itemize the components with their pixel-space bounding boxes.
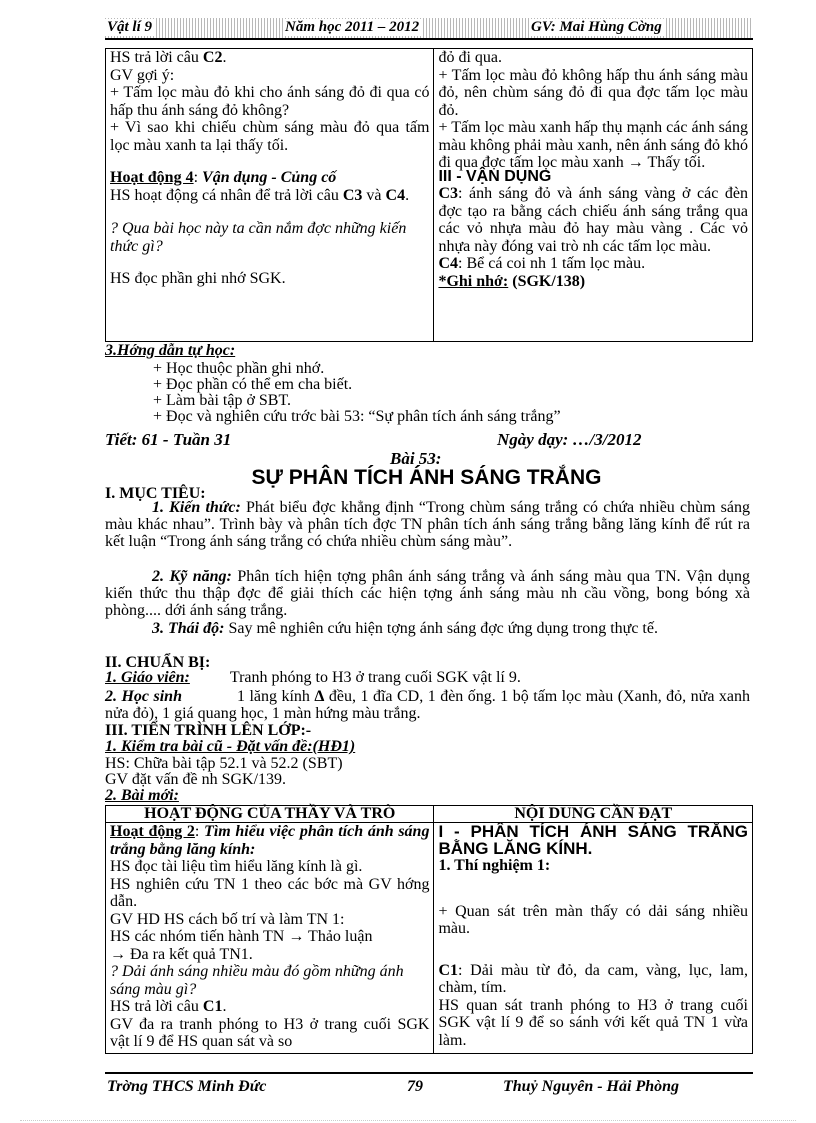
check-title: 1. Kiểm tra bài cũ - Đặt vấn đề:(HĐ1)	[105, 738, 356, 755]
objective-knowledge: 1. Kiến thức: Phát biểu đợc khẳng định “Trong chùm sáng trắng có chứa nhiều chùm sáng màu khác nhau”. Trình bày và phân tích đợc TN phân tích ánh sáng trắng bằng lăng kính để rút ra kết luận “Trong ánh sáng trắng có chứa nhiều chùm sáng màu”.	[105, 499, 750, 550]
homework-item: + Làm bài tập ở SBT.	[153, 392, 292, 409]
footer-page-number: 79	[407, 1078, 423, 1095]
column-header-content: NỘI DUNG CẦN ĐẠT	[434, 806, 753, 823]
objective-attitude: 3. Thái độ: Say mê nghiên cứu hiện tợng ánh sáng đợc ứng dụng trong thực tế.	[152, 620, 658, 637]
table2-left-cell: Hoạt động 2: Tìm hiểu việc phân tích ánh sáng trắng bằng lăng kính: HS đọc tài liệu tìm hiểu lăng kính là gì. HS nghiên cứu TN 1 theo các bớc mà GV hớng dẫn. GV HD HS cách bố trí và làm TN 1: HS các nhóm tiến hành TN → Thảo luận → Đa ra kết quả TN1. ? Dải ánh sáng nhiều màu đó gồm những ánh sáng màu gì? HS trả lời câu C1. GV đa ra tranh phóng to H3 ở trang cuối SGK vật lí 9 để HS quan sát và so	[106, 823, 434, 1054]
lesson-number: Bài 53:	[390, 449, 442, 468]
page-footer	[105, 1072, 753, 1104]
homework-item: + Học thuộc phần ghi nhớ.	[153, 360, 325, 377]
activity-table-top	[105, 48, 753, 342]
table1-right-cell: đỏ đi qua. + Tấm lọc màu đỏ không hấp thu ánh sáng màu đỏ, nên chùm sáng đỏ đi qua đợc tấm lọc màu đỏ. + Tấm lọc màu xanh hấp thụ mạnh các ánh sáng màu không phải màu xanh, nên ánh sáng đỏ khó đi qua đợc tấm lọc màu xanh → Thấy tối. III - VẬN DỤNG C3: ánh sáng đỏ và ánh sáng vàng ở các đèn đợc tạo ra bằng cách chiếu ánh sáng trắng qua các vỏ nhựa màu đỏ hay màu vàng . Các vỏ nhựa này đóng vai trò nh các tấm lọc màu. C4: Bể cá coi nh 1 tấm lọc màu. *Ghi nhớ: (SGK/138)	[434, 49, 753, 342]
triangle-icon: Δ	[314, 688, 325, 705]
lesson-title: SỰ PHÂN TÍCH ÁNH SÁNG TRẮNG	[251, 466, 602, 489]
activity-table-main	[105, 805, 753, 1054]
objective-skills: 2. Kỹ năng: Phân tích hiện tợng phân ánh sáng trắng và ánh sáng màu qua TN. Vận dụng kiến thức thu thập đợc để giải thích các hiện tợng ánh sáng màu nh cầu vồng, bong bóng xà phòng.... dới ánh sáng trắng.	[105, 568, 751, 619]
lesson-period: Tiết: 61 - Tuần 31	[105, 430, 232, 449]
column-header-activities: HOẠT ĐỘNG CỦA THẦY VÀ TRÒ	[106, 806, 434, 823]
homework-title: 3.Hớng dẫn tự học:	[105, 342, 236, 359]
objectives-heading: I. MỤC TIÊU:	[105, 485, 206, 502]
arrow-icon: →	[288, 928, 305, 945]
check-gv: GV đặt vấn đề nh SGK/139.	[105, 771, 287, 788]
table1-left-cell: HS trả lời câu C2. GV gợi ý: + Tấm lọc màu đỏ khi cho ánh sáng đỏ đi qua có hấp thu ánh sáng đỏ không? + Vì sao khi chiếu chùm sáng màu đỏ qua tấm lọc màu xanh ta lại thấy tối. Hoạt động 4: Vận dụng - Củng cố HS hoạt động cá nhân để trả lời câu C3 và C4. ? Qua bài học này ta cần nắm đợc những kiến thức gì? HS đọc phần ghi nhớ SGK.	[106, 49, 434, 342]
header-teacher: GV: Mai Hùng Cờng	[531, 19, 662, 35]
header-subject: Vật lí 9	[107, 19, 153, 35]
footer-place: Thuỷ Nguyên - Hải Phòng	[503, 1078, 680, 1095]
prep-heading: II. CHUẨN BỊ:	[105, 654, 211, 671]
section-heading-apply: III - VẬN DỤNG	[438, 167, 552, 185]
table2-right-cell: I - PHÂN TÍCH ÁNH SÁNG TRẮNG BẰNG LĂNG KÍNH. 1. Thí nghiệm 1: + Quan sát trên màn thấy có dải sáng nhiều màu. C1: Dải màu từ đỏ, da cam, vàng, lục, lam, chàm, tím. HS quan sát tranh phóng to H3 ở trang cuối SGK vật lí 9 để so sánh với kết quả TN 1 vừa làm.	[434, 823, 753, 1054]
lesson-date: Ngày dạy: …/3/2012	[497, 430, 642, 449]
page-edge	[20, 1120, 796, 1121]
section-heading-analysis: I - PHÂN TÍCH ÁNH SÁNG TRẮNG BẰNG LĂNG KÍNH.	[438, 822, 748, 858]
process-heading: III. TIẾN TRÌNH LÊN LỚP:-	[105, 722, 312, 739]
arrow-icon: →	[627, 154, 644, 171]
new-lesson-title: 2. Bài mới:	[105, 787, 179, 804]
homework-item: + Đọc và nghiên cứu trớc bài 53: “Sự phân tích ánh sáng trắng”	[153, 408, 561, 425]
arrow-icon: →	[110, 945, 126, 963]
header-year: Năm học 2011 – 2012	[285, 19, 420, 35]
prep-student: 2. Học sinh 1 lăng kính Δ đều, 1 đĩa CD, 1 đèn ống. 1 bộ tấm lọc màu (Xanh, đỏ, nửa xanh nửa đỏ), 1 giá quang học, 1 màn hứng màu trắng.	[105, 688, 751, 722]
homework-item: + Đọc phần có thể em cha biết.	[153, 376, 353, 393]
prep-teacher: 1. Giáo viên: Tranh phóng to H3 ở trang cuối SGK vật lí 9.	[105, 669, 521, 686]
page-header	[105, 18, 753, 40]
footer-school: Trờng THCS Minh Đức	[107, 1078, 267, 1095]
check-hs: HS: Chữa bài tập 52.1 và 52.2 (SBT)	[105, 755, 343, 772]
